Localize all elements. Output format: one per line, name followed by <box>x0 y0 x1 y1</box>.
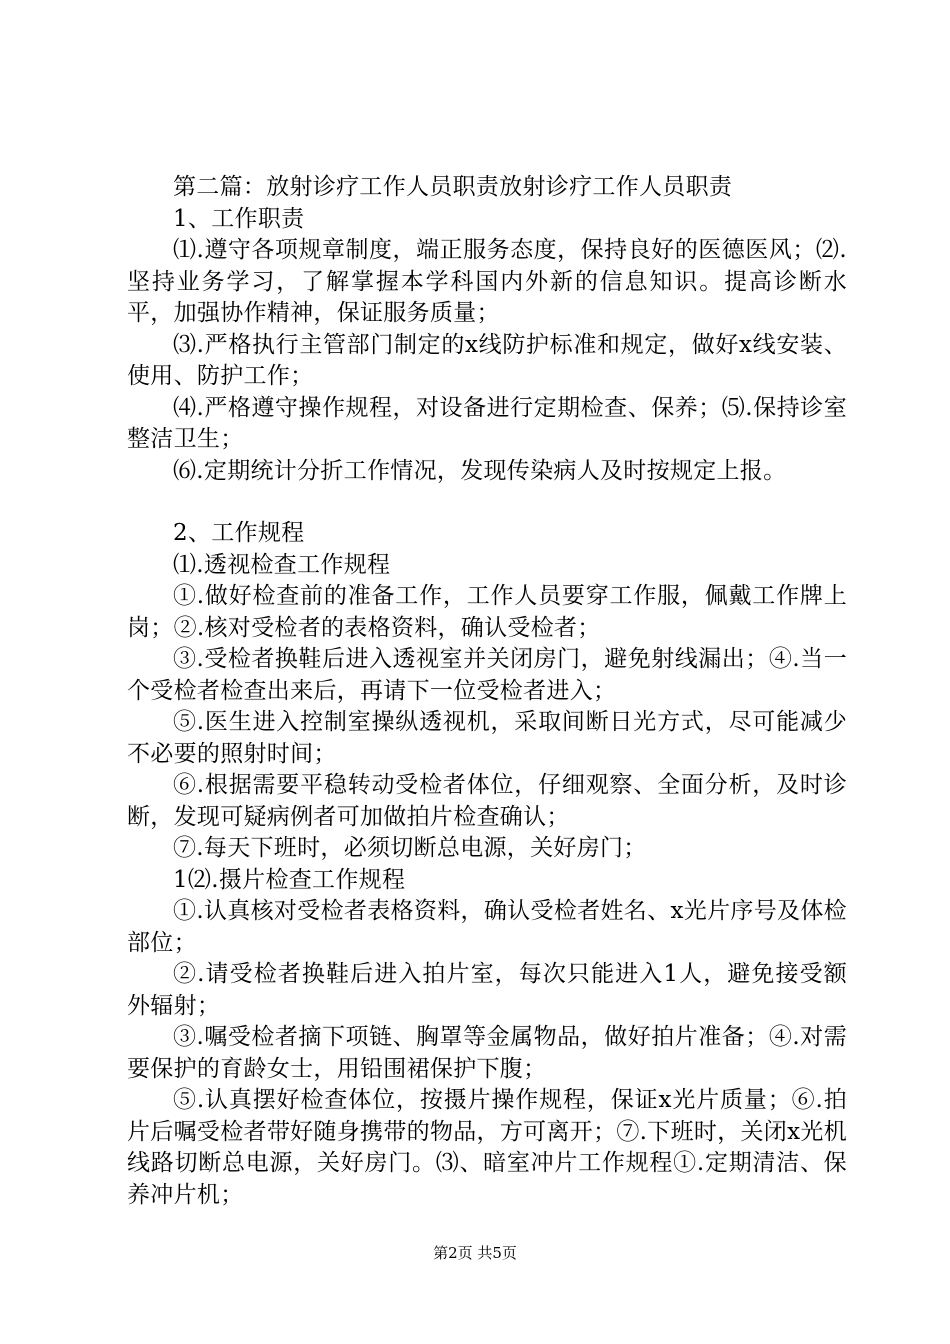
heading-work-duties: 1、工作职责 <box>173 205 305 232</box>
radio-step-5-7-darkroom: ⑤.认真摆好检查体位，按摄片操作规程，保证x光片质量；⑥.拍片后嘱受检者带好随身携带的物品，方可离开；⑦.下班时，关闭x光机线路切断总电源，关好房门。⑶、暗室冲片工作规程①.定期清洁、保养冲片机； <box>127 1087 847 1208</box>
duty-item-1-2: ⑴.遵守各项规章制度，端正服务态度，保持良好的医德医风；⑵.坚持业务学习，了解掌握本学科国内外新的信息知识。提高诊断水平，加强协作精神，保证服务质量； <box>127 237 847 326</box>
heading-work-procedures: 2、工作规程 <box>173 520 305 546</box>
fluoro-step-7: ⑦.每天下班时，必须切断总电源，关好房门； <box>173 835 647 861</box>
duty-item-4-5: ⑷.严格遵守操作规程，对设备进行定期检查、保养；⑸.保持诊室整洁卫生； <box>127 394 847 452</box>
duty-item-3: ⑶.严格执行主管部门制定的x线防护标准和规定，做好x线安装、使用、防护工作； <box>127 331 847 389</box>
section-title: 第二篇：放射诊疗工作人员职责放射诊疗工作人员职责 <box>173 174 733 200</box>
duty-item-6: ⑹.定期统计分折工作情况，发现传染病人及时按规定上报。 <box>173 457 787 484</box>
fluoro-step-6: ⑥.根据需要平稳转动受检者体位，仔细观察、全面分析，及时诊断，发现可疑病例者可加做拍片检查确认； <box>127 772 847 830</box>
radio-step-2: ②.请受检者换鞋后进入拍片室，每次只能进入1人，避免接受额外辐射； <box>127 961 847 1019</box>
subheading-radiography: 1⑵.摄片检查工作规程 <box>173 866 406 893</box>
fluoro-step-5: ⑤.医生进入控制室操纵透视机，采取间断日光方式，尽可能减少不必要的照射时间； <box>127 709 847 767</box>
fluoro-step-3-4: ③.受检者换鞋后进入透视室并关闭房门，避免射线漏出；④.当一个受检者检查出来后，再请下一位受检者进入； <box>127 646 847 704</box>
paragraph-gap <box>127 487 847 518</box>
page-number: 第2页 共5页 <box>433 1244 517 1262</box>
radio-step-1: ①.认真核对受检者表格资料，确认受检者姓名、x光片序号及体检部位； <box>127 898 847 956</box>
page-footer <box>0 1243 950 1263</box>
subheading-fluoroscopy: ⑴.透视检查工作规程 <box>173 551 391 578</box>
fluoro-step-1-2: ①.做好检查前的准备工作，工作人员要穿工作服，佩戴工作牌上岗；②.核对受检者的表格资料，确认受检者； <box>127 583 847 641</box>
document-body <box>127 172 847 1211</box>
radio-step-3-4: ③.嘱受检者摘下项链、胸罩等金属物品，做好拍片准备；④.对需要保护的育龄女士，用铅围裙保护下腹； <box>127 1024 847 1082</box>
